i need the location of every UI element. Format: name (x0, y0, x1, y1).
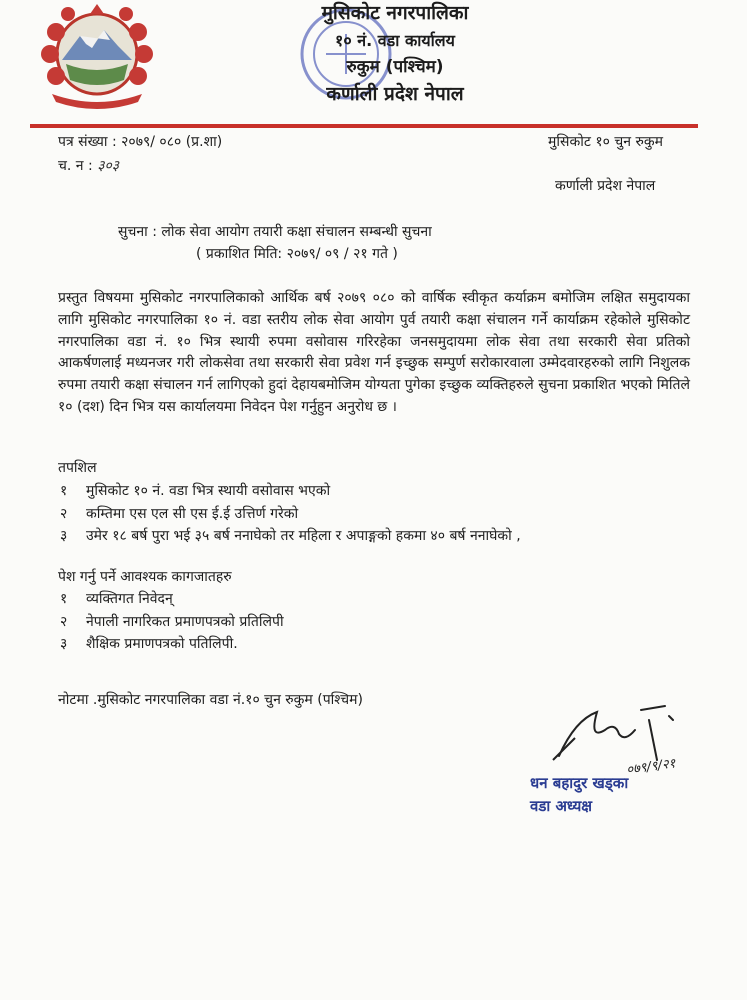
municipality-name: मुसिकोट नगरपालिका (321, 2, 469, 24)
header-divider (30, 124, 698, 128)
place-line-2: कर्णाली प्रदेश नेपाल (555, 178, 656, 194)
signatory-stamp (520, 772, 648, 818)
footnote: नोटमा .मुसिकोट नगरपालिका वडा नं.१० चुन रुकुम (पश्चिम) (58, 692, 363, 708)
list-item: २ नेपाली नागरिकत प्रमाणपत्रको प्रतिलिपी (60, 613, 284, 630)
list-item: २ कम्तिमा एस एल सी एस ई.ई उत्तिर्ण गरेको (60, 505, 299, 522)
publish-date: ( प्रकाशित मिति: २०७९/ ०९ / २१ गते ) (196, 246, 398, 262)
notice-body: प्रस्तुत विषयमा मुसिकोट नगरपालिकाको आर्थिक बर्ष २०७९ ०८० को वार्षिक स्वीकृत कर्याक्रम बमोजिम लक्षित समुदायका लागि मुसिकोट नगरपालिका १० नं. वडा स्तरीय लोक सेवा आयोग पुर्व तयारी कक्षा संचालन गर्ने कार्याक्रम रहेकोले मुसिकोट नगरपालिका वडा नं. १० भित्र स्थायी रुपमा वसोवास गरिरहेका जनसमुदायमा लोक सेवा तथा सरकारी सेवा प्रतिको आकर्षणलाई मध्यनजर गरी लोकसेवा तथा सरकारी सेवा प्रवेश गर्न इच्छुक सम्पुर्ण सरोकारवाला उम्मेदवारहरुको लागि निशुलक रुपमा तयारी कक्षा संचालन गर्न लागिएको हुदां देहायबमोजिम योग्यता पुगेका इच्छुक व्यक्तिहरुले सुचना प्रकाशित भएको मितिले १० (दश) दिन भित्र यस कार्यालयमा निवेदन पेश गर्नुहुन अनुरोध छ । (58, 290, 690, 415)
handwritten-signature (545, 690, 715, 780)
signatory-title: वडा अध्यक्ष (530, 797, 593, 815)
list-item: १ मुसिकोट १० नं. वडा भित्र स्थायी वसोवास भएको (60, 483, 331, 499)
dispatch-number (58, 156, 119, 175)
dispatch-number-label: च. न : (58, 158, 93, 174)
documents-list (60, 588, 284, 656)
ward-office-name: १० नं. वडा कार्यालय (335, 31, 455, 50)
signatory-name: धन बहादुर खड्का (530, 774, 629, 792)
province-name: कर्णाली प्रदेश नेपाल (326, 83, 464, 105)
notice-subject: सुचना : लोक सेवा आयोग तयारी कक्षा संचालन सम्बन्धी सुचना (118, 224, 432, 240)
letter-number: पत्र संख्या : २०७९/ ०८० (प्र.शा) (58, 134, 223, 150)
details-title: तपशिल (58, 460, 97, 476)
dispatch-number-value: ३०३ (97, 158, 120, 174)
letterhead (230, 0, 560, 108)
district-name: रुकुम (पश्चिम) (346, 57, 444, 77)
list-item: १ व्यक्तिगत निवेदन् (60, 591, 173, 607)
documents-title: पेश गर्नु पर्ने आवश्यक कागजातहरु (58, 569, 232, 585)
place-line-1: मुसिकोट १० चुन रुकुम (548, 134, 663, 150)
signature-date: ०७९/९/२१ (625, 756, 677, 778)
list-item: ३ उमेर १८ बर्ष पुरा भई ३५ बर्ष ननाघेको तर महिला र अपाङ्गको हकमा ४० बर्ष ननाघेको , (60, 528, 521, 544)
nepal-emblem-icon (38, 2, 156, 110)
list-item: ३ शैक्षिक प्रमाणपत्रको पतिलिपी. (60, 636, 238, 652)
details-list (60, 480, 521, 548)
